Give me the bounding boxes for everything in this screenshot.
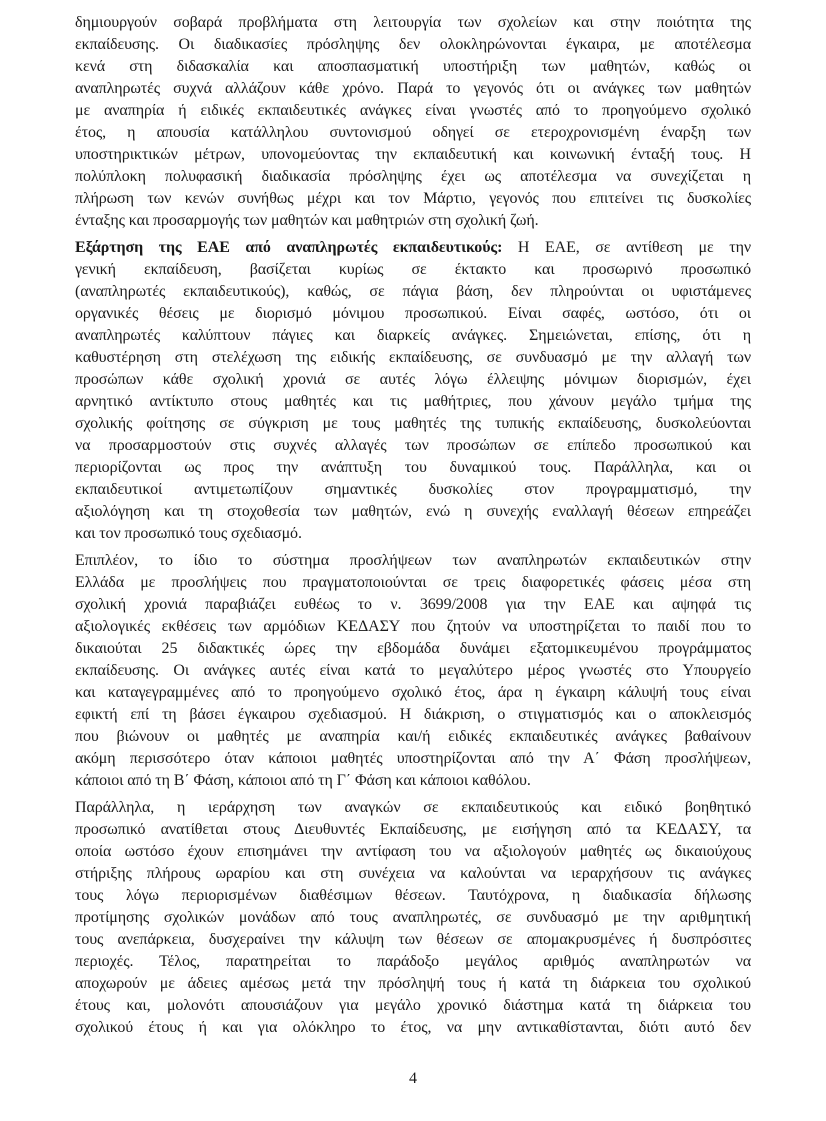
- text-line: έτους και, μολονότι απουσιάζουν για μεγάλο χρονικό διάστημα κατά τη διάρκεια του: [75, 997, 751, 1014]
- text-line: προσωπικό ανατίθεται στους Διευθυντές Εκπαίδευσης, με εισήγηση από τα ΚΕΔΑΣΥ, τα: [75, 821, 751, 838]
- paragraph-4: [75, 797, 751, 1039]
- text-line: και καταγεγραμμένες από το προηγούμενο σχολικό έτος, άρα η έγκαιρη κάλυψή τους είναι: [75, 684, 751, 701]
- text-line: υποστηρικτικών μέτρων, υπονομεύοντας την εκπαιδευτική και κοινωνική ένταξή τους. Η: [75, 146, 751, 163]
- text-line: πολύπλοκη πολυφασική διαδικασία πρόσληψης έχει ως αποτέλεσμα να συνεχίζεται η: [75, 168, 751, 185]
- text-line: εκπαιδευτικοί αντιμετωπίζουν σημαντικές δυσκολίες στον προγραμματισμό, την: [75, 481, 751, 498]
- text-line: ακόμη περισσότερο όταν κάποιοι μαθητές υποστηρίζονται από την Α΄ Φάση προσλήψεων,: [75, 750, 751, 767]
- text-line: τους λόγω περιορισμένων διαθέσιμων θέσεων. Ταυτόχρονα, η διαδικασία δήλωσης: [75, 887, 751, 904]
- text-line: δημιουργούν σοβαρά προβλήματα στη λειτουργία των σχολείων και στην ποιότητα της: [75, 14, 751, 31]
- text-line: Επιπλέον, το ίδιο το σύστημα προσλήψεων των αναπληρωτών εκπαιδευτικών στην: [75, 552, 751, 569]
- document-body: [75, 12, 751, 1044]
- text-line: Παράλληλα, η ιεράρχηση των αναγκών σε εκπαιδευτικούς και ειδικό βοηθητικό: [75, 799, 751, 816]
- paragraph-lead-rest: Η ΕΑΕ, σε αντίθεση με την: [502, 239, 751, 256]
- paragraph-bold-lead: Εξάρτηση της ΕΑΕ από αναπληρωτές εκπαιδευτικούς:: [75, 239, 503, 256]
- text-line: να προσαρμοστούν στις συχνές αλλαγές των προσώπων σε επίπεδο προσωπικού και: [75, 437, 751, 454]
- paragraph-3: [75, 550, 751, 792]
- text-line: προσώπων κάθε σχολική χρονιά σε αυτές λόγω έλλειψης μόνιμων διορισμών, έχει: [75, 371, 751, 388]
- text-line: Ελλάδα με προσλήψεις που πραγματοποιούνται σε τρεις διαφορετικές φάσεις μέσα στη: [75, 574, 751, 591]
- text-line: στήριξης πλήρους ωραρίου και στη συνέχεια να καλούνται να ιεραρχήσουν τις ανάγκες: [75, 865, 751, 882]
- text-line: εκπαίδευσης. Οι διαδικασίες πρόσληψης δεν ολοκληρώνονται έγκαιρα, με αποτέλεσμα: [75, 36, 751, 53]
- text-line: και τον προσωπικό τους σχεδιασμό.: [75, 525, 302, 542]
- text-line: κάποιοι από τη Β΄ Φάση, κάποιοι από τη Γ΄ Φάση και κάποιοι καθόλου.: [75, 772, 531, 789]
- text-line: ένταξης και προσαρμογής των μαθητών και μαθητριών στη σχολική ζωή.: [75, 212, 539, 229]
- text-line: οργανικές θέσεις με διορισμό μόνιμου προσωπικού. Είναι σαφές, ωστόσο, ότι οι: [75, 305, 751, 322]
- text-line: σχολικής φοίτησης σε σύγκριση με τους μαθητές της τυπικής εκπαίδευσης, δυσκολεύονται: [75, 415, 751, 432]
- text-line: αναπληρωτές συχνά αλλάζουν κάθε χρόνο. Παρά το γεγονός ότι οι ανάγκες των μαθητών: [75, 80, 751, 97]
- text-line: εκπαίδευσης. Οι ανάγκες αυτές είναι κατά το μεγαλύτερο μέρος γνωστές στο Υπουργείο: [75, 662, 751, 679]
- text-line: καθυστέρηση στη στελέχωση της ειδικής εκπαίδευσης, σε συνδυασμό με την αλλαγή των: [75, 349, 751, 366]
- text-line: γενική εκπαίδευση, βασίζεται κυρίως σε έκτακτο και προσωρινό προσωπικό: [75, 261, 751, 278]
- paragraph-1: [75, 12, 751, 232]
- text-line: σχολική χρονιά παραβιάζει ευθέως το ν. 3699/2008 για την ΕΑΕ και αψηφά τις: [75, 596, 751, 613]
- paragraph-2: [75, 237, 751, 545]
- text-line: (αναπληρωτές εκπαιδευτικούς), καθώς, σε πάγια βάση, δεν πληρούνται οι υφιστάμενες: [75, 283, 751, 300]
- text-line: [75, 237, 751, 259]
- text-line: περιορίζονται ως προς την ανάπτυξη του δυναμικού τους. Παράλληλα, και οι: [75, 459, 751, 476]
- text-line: με αναπηρία ή ειδικές εκπαιδευτικές ανάγκες είναι γνωστές από το προηγούμενο σχολικό: [75, 102, 751, 119]
- text-line: εφικτή επί τη βάσει έγκαιρου σχεδιασμού. Η διάκριση, ο στιγματισμός και ο αποκλεισμός: [75, 706, 751, 723]
- text-line: αξιολόγηση και τη στοχοθεσία των μαθητών, ενώ η συνεχής εναλλαγή θέσεων επηρεάζει: [75, 503, 751, 520]
- text-line: σχολικού έτους ή και για ολόκληρο το έτος, να μην αντικαθίστανται, διότι αυτό δεν: [75, 1019, 751, 1036]
- text-line: κενά στη διδασκαλία και αποσπασματική υποστήριξη των μαθητών, καθώς οι: [75, 58, 751, 75]
- text-line: αναπληρωτές καλύπτουν πάγιες και διαρκείς ανάγκες. Σημειώνεται, επίσης, ότι η: [75, 327, 751, 344]
- page-number: 4: [409, 1070, 417, 1087]
- text-line: οποία ωστόσο έχουν επισημάνει την αντίφαση του να αξιολογούν μαθητές ως δικαιούχους: [75, 843, 751, 860]
- text-line: αξιολογικές εκθέσεις των αρμόδιων ΚΕΔΑΣΥ που ζητούν να υποστηρίζεται το παιδί που το: [75, 618, 751, 635]
- page-footer: [75, 1068, 751, 1090]
- text-line: δικαιούται 25 διδακτικές ώρες την εβδομάδα δυνάμει εξατομικευμένου προγράμματος: [75, 640, 751, 657]
- text-line: έτος, η απουσία κατάλληλου συντονισμού οδηγεί σε ετεροχρονισμένη έναρξη των: [75, 124, 751, 141]
- text-line: αρνητικό αντίκτυπο στους μαθητές και τις μαθήτριες, που χάνουν μεγάλο τμήμα της: [75, 393, 751, 410]
- text-line: τους ανεπάρκεια, δυσχεραίνει την κάλυψη των θέσεων σε απομακρυσμένες ή δυσπρόσιτες: [75, 931, 751, 948]
- text-line: πλήρωση των κενών συνήθως μέχρι και τον Μάρτιο, γεγονός που επιτείνει τις δυσκολίες: [75, 190, 751, 207]
- text-line: προτίμησης σχολικών μονάδων από τους αναπληρωτές, σε συνδυασμό με την αριθμητική: [75, 909, 751, 926]
- text-line: που βιώνουν οι μαθητές με αναπηρία και/ή ειδικές εκπαιδευτικές ανάγκες βαθαίνουν: [75, 728, 751, 745]
- text-line: περιοχές. Τέλος, παρατηρείται το παράδοξο μεγάλος αριθμός αναπληρωτών να: [75, 953, 751, 970]
- text-line: αποχωρούν με άδειες αμέσως μετά την πρόσληψή τους ή κατά τη διάρκεια του σχολικού: [75, 975, 751, 992]
